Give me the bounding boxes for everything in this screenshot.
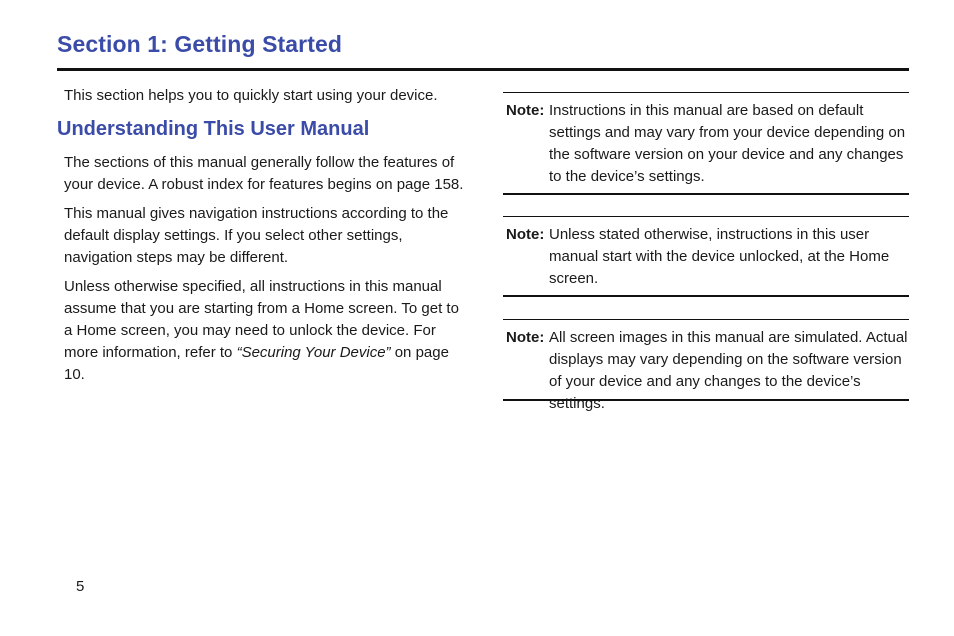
note-label: Note: — [506, 329, 545, 346]
note-box-unlocked — [503, 216, 909, 297]
note-label: Note: — [506, 226, 545, 243]
paragraph-home-screen-text: Unless otherwise specified, all instructions in this manual assume that you are starting from a Home screen. To get to a Home screen, you may need to unlock the device. For more information, refer to — [64, 278, 459, 361]
cross-reference-link[interactable]: “Securing Your Device” — [236, 344, 391, 361]
paragraph-sections: The sections of this manual generally follow the features of your device. A robust index for features begins on page 158. — [64, 154, 464, 193]
paragraph-home-screen-page: on page 10. — [64, 344, 449, 383]
section-title: Section 1: Getting Started — [57, 31, 343, 57]
note-box-simulated-images — [503, 319, 909, 412]
title-divider — [57, 68, 909, 71]
note-text: Unless stated otherwise, instructions in this user manual start with the device unlocked, at the Home screen. — [549, 226, 890, 287]
page-number: 5 — [76, 578, 85, 595]
intro-text: This section helps you to quickly start using your device. — [64, 87, 438, 104]
note-label: Note: — [506, 102, 545, 119]
paragraph-navigation: This manual gives navigation instructions according to the default display settings. If you select other settings, navigation steps may be different. — [64, 205, 449, 266]
paragraph-home-screen — [64, 276, 464, 386]
note-box-default-settings — [503, 92, 909, 195]
subsection-title: Understanding This User Manual — [57, 118, 370, 140]
note-text: Instructions in this manual are based on default settings and may vary from your device depending on the software version on your device and any changes to the device’s settings. — [549, 102, 906, 185]
note-text: All screen images in this manual are simulated. Actual displays may vary depending on the software version of your device and any changes to the device’s settings. — [549, 329, 908, 412]
